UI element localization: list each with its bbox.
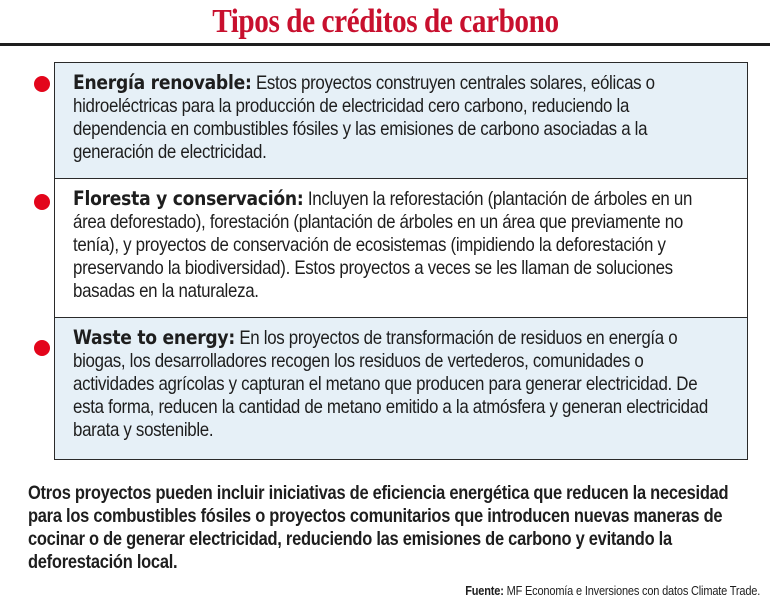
item-description: Estos proyectos construyen centrales solares, eólicas o hidroeléctricas para la producción de electricidad cero carbono, reduciendo la dependencia en combustibles fósiles y las emisiones de carbono asociadas a la generación de electricidad. xyxy=(73,73,655,163)
item-description: Incluyen la reforestación (plantación de árboles en un área deforestado), forestación (plantación de árboles en un área que previamente no tenía), y proyectos de conservación de ecosistemas (impidiendo la deforestación y preservando la biodiversidad). Estos proyectos a veces se les llaman de soluciones basadas en la naturaleza. xyxy=(73,189,693,302)
item-heading: Waste to energy: xyxy=(73,326,235,349)
page-title: Tipos de créditos de carbono xyxy=(211,3,559,40)
item-heading: Floresta y conservación: xyxy=(73,187,304,210)
item-box-waste-to-energy xyxy=(54,317,748,460)
bullet-icon xyxy=(34,340,50,356)
item-box-forestry-conservation xyxy=(54,178,748,318)
item-box-renewable-energy xyxy=(54,62,748,179)
item-heading: Energía renovable: xyxy=(73,71,252,94)
footer-text: Otros proyectos pueden incluir iniciativas de eficiencia energética que reducen la necesidad para los combustibles fósiles o proyectos comunitarios que introducen nuevas maneras de cocinar o de generar electricidad, reduciendo las emisiones de carbono y evitando la deforestación local. xyxy=(28,483,729,573)
item-text-block xyxy=(73,187,722,303)
item-text-block xyxy=(73,326,722,442)
footer-paragraph xyxy=(28,482,744,574)
bullet-icon xyxy=(34,76,50,92)
title-bar xyxy=(0,0,770,46)
bullet-icon xyxy=(34,194,50,210)
source-label: Fuente: xyxy=(465,584,504,598)
item-text-block xyxy=(73,71,722,164)
source-text: MF Economía e Inversiones con datos Climate Trade. xyxy=(506,584,760,598)
source-credit xyxy=(465,583,760,599)
item-description: En los proyectos de transformación de residuos en energía o biogas, los desarrolladores recogen los residuos de vertederos, comunidades o actividades agrícolas y capturan el metano que producen para generar electricidad. De esta forma, reducen la cantidad de metano emitido a la atmósfera y generan electricidad barata y sostenible. xyxy=(73,328,708,441)
